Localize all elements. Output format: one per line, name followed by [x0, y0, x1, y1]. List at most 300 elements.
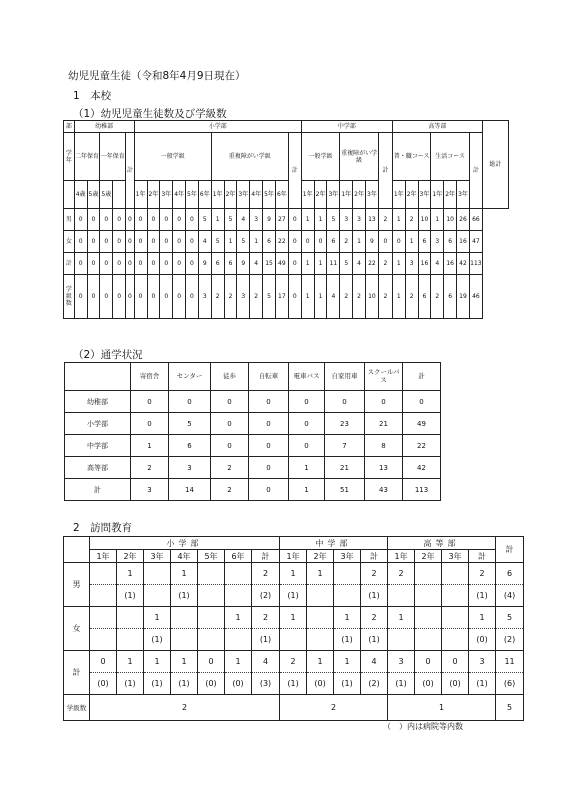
- table-cell: 1: [280, 563, 307, 585]
- table-cell: 0: [147, 275, 160, 319]
- table-cell: 0: [147, 253, 160, 275]
- row-label: 計: [65, 479, 131, 501]
- table-cell: 2: [211, 275, 224, 319]
- table-cell: (1): [388, 673, 415, 695]
- table-cell: 1: [225, 607, 252, 629]
- table-cell: 2: [211, 479, 249, 501]
- table-cell: 1: [353, 231, 366, 253]
- table-cell: [442, 585, 469, 607]
- table-cell: (1): [171, 585, 198, 607]
- table-cell: 0: [186, 275, 199, 319]
- table-cell: 21: [325, 457, 365, 479]
- table-cell: 2: [388, 563, 415, 585]
- kou-header: 高等部: [392, 121, 482, 133]
- table-cell: 47: [469, 231, 482, 253]
- table-cell: 5: [327, 209, 340, 231]
- shou-header: 小学部: [134, 121, 301, 133]
- row-label: 学級数: [64, 275, 75, 319]
- column-header: 自家用車: [325, 363, 365, 391]
- table-cell: 0: [173, 209, 186, 231]
- column-header: 計: [403, 363, 441, 391]
- table-cell: 0: [289, 413, 325, 435]
- column-header: 徒歩: [211, 363, 249, 391]
- table-cell: 1: [307, 563, 334, 585]
- table-cell: 1: [388, 695, 496, 721]
- table-cell: 3: [250, 209, 263, 231]
- year-header: 4年: [173, 181, 186, 209]
- table-cell: 1: [301, 209, 314, 231]
- table-cell: (1): [334, 673, 361, 695]
- table-cell: [307, 607, 334, 629]
- table-cell: 5: [211, 231, 224, 253]
- table-cell: (6): [496, 673, 524, 695]
- table-cell: 22: [366, 253, 379, 275]
- table-cell: [415, 585, 442, 607]
- gakunen-header: 学年: [64, 133, 75, 181]
- year-header: 3年: [418, 181, 431, 209]
- table-cell: 0: [289, 435, 325, 457]
- table-cell: 42: [457, 253, 470, 275]
- table-cell: 0: [126, 253, 135, 275]
- year-header: 4年: [171, 550, 198, 563]
- table-cell: 1: [289, 457, 325, 479]
- table-cell: [225, 629, 252, 651]
- table-cell: [442, 607, 469, 629]
- table-cell: 2: [250, 275, 263, 319]
- table-cell: [442, 629, 469, 651]
- table-row: [64, 607, 524, 629]
- table-cell: 1: [301, 275, 314, 319]
- table-cell: 0: [186, 209, 199, 231]
- table-cell: 5: [496, 695, 524, 721]
- table-cell: (1): [469, 673, 496, 695]
- table-cell: 0: [211, 435, 249, 457]
- row-label: 学級数: [64, 695, 90, 721]
- subsection-2-heading: （2）通学状況: [73, 349, 143, 361]
- one-year-header: 一年保育: [100, 133, 126, 181]
- year-header: 5年: [186, 181, 199, 209]
- table-cell: 113: [469, 253, 482, 275]
- table-cell: 0: [249, 413, 289, 435]
- table-row: [65, 479, 441, 501]
- table-cell: 46: [469, 275, 482, 319]
- table-cell: 2: [361, 607, 388, 629]
- table-cell: (0): [442, 673, 469, 695]
- table-cell: (2): [496, 629, 524, 651]
- table-cell: 0: [134, 253, 147, 275]
- youchi-total-header: 計: [126, 133, 135, 209]
- table-cell: 0: [90, 651, 117, 673]
- chuu-header: 中学部: [301, 121, 392, 133]
- table-cell: 1: [117, 563, 144, 585]
- table-cell: 1: [144, 607, 171, 629]
- table-row: [64, 629, 524, 651]
- table-cell: 1: [117, 651, 144, 673]
- year-header: 3年: [327, 181, 340, 209]
- table-cell: 1: [392, 253, 405, 275]
- table-cell: 0: [442, 651, 469, 673]
- table-cell: 0: [365, 391, 403, 413]
- table-cell: 4: [431, 253, 444, 275]
- year-header: 1年: [392, 181, 405, 209]
- table-cell: 1: [131, 435, 169, 457]
- table-row: [64, 253, 509, 275]
- section-2-heading: 2 訪問教育: [73, 522, 133, 534]
- table-cell: 10: [366, 275, 379, 319]
- table-cell: 1: [392, 209, 405, 231]
- table-cell: 4: [353, 253, 366, 275]
- table-cell: 2: [469, 563, 496, 585]
- table-cell: 1: [171, 563, 198, 585]
- year-header: 3年: [334, 550, 361, 563]
- table-cell: 4: [252, 651, 280, 673]
- table-cell: 6: [327, 231, 340, 253]
- table-cell: 11: [496, 651, 524, 673]
- table-cell: 4: [237, 209, 250, 231]
- table-cell: 23: [325, 413, 365, 435]
- table-cell: 2: [252, 607, 280, 629]
- table-cell: 0: [173, 253, 186, 275]
- table-cell: 2: [405, 209, 418, 231]
- table-cell: 0: [74, 275, 87, 319]
- table-cell: 0: [100, 275, 113, 319]
- shou-total-header: 計: [288, 133, 301, 209]
- table-cell: 0: [126, 231, 135, 253]
- table-cell: 5: [496, 607, 524, 629]
- table-cell: (1): [361, 585, 388, 607]
- table-cell: 2: [224, 275, 237, 319]
- table-row: [64, 275, 509, 319]
- table-cell: 27: [275, 209, 288, 231]
- table-cell: 6: [496, 563, 524, 585]
- year-header: 2年: [117, 550, 144, 563]
- table-cell: [388, 585, 415, 607]
- table-cell: 0: [186, 231, 199, 253]
- year-header: 計: [252, 550, 280, 563]
- table-cell: 0: [249, 457, 289, 479]
- table-cell: 0: [113, 231, 126, 253]
- v-chuu-header: 中学部: [280, 537, 388, 550]
- table-cell: 0: [186, 253, 199, 275]
- column-header: スクールバス: [365, 363, 403, 391]
- table-cell: 6: [418, 231, 431, 253]
- row-label: 計: [64, 651, 90, 695]
- table-cell: (1): [334, 629, 361, 651]
- table-cell: 2: [131, 457, 169, 479]
- table-cell: 43: [365, 479, 403, 501]
- table-cell: 2: [353, 275, 366, 319]
- column-header: 電車バス: [289, 363, 325, 391]
- year-header: 計: [361, 550, 388, 563]
- table-cell: [90, 607, 117, 629]
- table-cell: 2: [211, 457, 249, 479]
- table-row: [65, 413, 441, 435]
- row-label: 幼稚部: [65, 391, 131, 413]
- table-cell: 0: [87, 275, 100, 319]
- year-header: 3年: [442, 550, 469, 563]
- commute-table: [64, 362, 441, 501]
- year-header: 3年: [457, 181, 470, 209]
- year-header: 2年: [353, 181, 366, 209]
- table-cell: 2: [361, 563, 388, 585]
- table-cell: 0: [87, 231, 100, 253]
- table-cell: 0: [249, 391, 289, 413]
- row-label: 計: [64, 253, 75, 275]
- table-cell: 1: [225, 651, 252, 673]
- row-label: 小学部: [65, 413, 131, 435]
- enrollment-table: [63, 120, 509, 319]
- table-cell: (0): [307, 673, 334, 695]
- table-cell: 5: [263, 275, 276, 319]
- table-cell: 9: [263, 209, 276, 231]
- year-header: 1年: [211, 181, 224, 209]
- table-cell: 0: [87, 209, 100, 231]
- c-chofuku-header: 重複障がい学級: [340, 133, 379, 181]
- bu-header: 部: [64, 121, 75, 133]
- table-cell: 1: [388, 607, 415, 629]
- table-cell: [415, 563, 442, 585]
- footnote: （ ）内は病院等内数: [383, 722, 463, 731]
- table-cell: [334, 585, 361, 607]
- table-cell: 0: [100, 253, 113, 275]
- table-cell: [171, 629, 198, 651]
- age-4-header: 4歳: [74, 181, 87, 209]
- table-cell: 26: [457, 209, 470, 231]
- year-header: 6年: [198, 181, 211, 209]
- year-header: 6年: [225, 550, 252, 563]
- table-cell: 17: [275, 275, 288, 319]
- table-cell: 19: [457, 275, 470, 319]
- table-cell: 1: [314, 253, 327, 275]
- table-cell: 3: [237, 275, 250, 319]
- table-cell: 1: [301, 253, 314, 275]
- section-1-heading: 1 本校: [73, 90, 112, 102]
- table-cell: [442, 563, 469, 585]
- table-cell: [117, 607, 144, 629]
- table-cell: [198, 629, 225, 651]
- year-header: 2年: [224, 181, 237, 209]
- table-cell: 0: [415, 651, 442, 673]
- table-cell: 0: [100, 231, 113, 253]
- table-cell: 3: [405, 253, 418, 275]
- table-cell: 0: [160, 209, 173, 231]
- table-cell: 0: [211, 413, 249, 435]
- column-header: 寄宿舎: [131, 363, 169, 391]
- table-cell: 0: [288, 275, 301, 319]
- year-header: 2年: [405, 181, 418, 209]
- year-header: 1年: [431, 181, 444, 209]
- table-cell: [144, 563, 171, 585]
- table-cell: 1: [280, 607, 307, 629]
- table-cell: 2: [90, 695, 280, 721]
- table-cell: [415, 629, 442, 651]
- year-header: 1年: [301, 181, 314, 209]
- table-cell: 4: [327, 275, 340, 319]
- year-header: 1年: [388, 550, 415, 563]
- table-cell: 0: [392, 231, 405, 253]
- table-cell: 0: [134, 231, 147, 253]
- table-cell: 2: [378, 253, 392, 275]
- table-cell: (1): [280, 585, 307, 607]
- table-cell: [388, 629, 415, 651]
- row-label: 男: [64, 209, 75, 231]
- table-cell: 6: [444, 231, 457, 253]
- v-kou-header: 高等部: [388, 537, 496, 550]
- table-cell: 14: [169, 479, 211, 501]
- table-cell: 2: [378, 275, 392, 319]
- table-cell: 1: [314, 209, 327, 231]
- table-cell: 1: [314, 275, 327, 319]
- table-cell: 51: [325, 479, 365, 501]
- column-header: 自転車: [249, 363, 289, 391]
- table-cell: 0: [288, 209, 301, 231]
- table-cell: [225, 563, 252, 585]
- table-row: [64, 651, 524, 673]
- table-cell: 0: [173, 231, 186, 253]
- year-header: 1年: [340, 181, 353, 209]
- year-header: 4年: [250, 181, 263, 209]
- table-cell: 5: [237, 231, 250, 253]
- table-row: [64, 563, 524, 585]
- table-cell: 0: [211, 391, 249, 413]
- table-cell: 1: [211, 209, 224, 231]
- table-cell: 0: [378, 231, 392, 253]
- v-shou-header: 小学部: [90, 537, 280, 550]
- table-cell: 0: [288, 253, 301, 275]
- chuu-total-header: 計: [378, 133, 392, 209]
- table-cell: 2: [252, 563, 280, 585]
- table-cell: 0: [314, 231, 327, 253]
- seikatsu-header: 生活コース: [431, 133, 470, 181]
- table-cell: 6: [169, 435, 211, 457]
- table-cell: (0): [415, 673, 442, 695]
- table-cell: 5: [169, 413, 211, 435]
- table-cell: 9: [237, 253, 250, 275]
- column-header: センター: [169, 363, 211, 391]
- table-cell: [90, 585, 117, 607]
- table-cell: [144, 585, 171, 607]
- table-cell: 49: [403, 413, 441, 435]
- table-cell: (1): [144, 673, 171, 695]
- table-cell: 113: [403, 479, 441, 501]
- table-cell: (1): [469, 585, 496, 607]
- table-cell: (0): [469, 629, 496, 651]
- table-cell: 3: [353, 209, 366, 231]
- table-cell: 0: [126, 209, 135, 231]
- table-cell: 1: [392, 275, 405, 319]
- c-ippan-header: 一般学級: [301, 133, 340, 181]
- table-cell: 6: [263, 231, 276, 253]
- table-cell: 0: [160, 231, 173, 253]
- table-row: [64, 585, 524, 607]
- table-cell: [117, 629, 144, 651]
- table-cell: 2: [405, 275, 418, 319]
- table-cell: 10: [444, 209, 457, 231]
- table-cell: 2: [431, 275, 444, 319]
- table-cell: 9: [366, 231, 379, 253]
- table-cell: [225, 585, 252, 607]
- table-cell: [171, 607, 198, 629]
- table-cell: 6: [418, 275, 431, 319]
- table-cell: 11: [327, 253, 340, 275]
- table-cell: 0: [289, 391, 325, 413]
- table-cell: 22: [275, 231, 288, 253]
- row-label: 男: [64, 563, 90, 607]
- table-cell: 3: [198, 275, 211, 319]
- table-cell: (2): [252, 585, 280, 607]
- table-cell: (1): [280, 673, 307, 695]
- table-cell: [415, 607, 442, 629]
- table-cell: (0): [90, 673, 117, 695]
- table-cell: 0: [74, 209, 87, 231]
- table-cell: 1: [405, 231, 418, 253]
- year-header: 5年: [263, 181, 276, 209]
- chofuku-header: 重複障がい学級: [211, 133, 288, 181]
- table-cell: (3): [252, 673, 280, 695]
- table-cell: 1: [334, 607, 361, 629]
- table-row: [65, 391, 441, 413]
- table-cell: 1: [334, 651, 361, 673]
- row-label: 女: [64, 607, 90, 651]
- year-header: 計: [469, 550, 496, 563]
- table-cell: 0: [126, 275, 135, 319]
- table-cell: 16: [418, 253, 431, 275]
- table-cell: 5: [198, 209, 211, 231]
- row-label: 高等部: [65, 457, 131, 479]
- table-cell: 9: [198, 253, 211, 275]
- table-cell: 4: [250, 253, 263, 275]
- table-cell: (4): [496, 585, 524, 607]
- table-cell: 0: [113, 253, 126, 275]
- table-cell: 3: [131, 479, 169, 501]
- table-cell: 1: [171, 651, 198, 673]
- year-header: 5年: [198, 550, 225, 563]
- home-visit-table: [63, 536, 524, 721]
- year-header: 6年: [275, 181, 288, 209]
- year-header: 1年: [280, 550, 307, 563]
- table-cell: 5: [224, 209, 237, 231]
- table-cell: [307, 629, 334, 651]
- table-cell: 0: [74, 231, 87, 253]
- youchi-header: 幼稚部: [74, 121, 134, 133]
- table-cell: 7: [325, 435, 365, 457]
- table-row: [65, 435, 441, 457]
- kou-total-header: 計: [469, 133, 482, 209]
- table-cell: 3: [388, 651, 415, 673]
- table-cell: 49: [275, 253, 288, 275]
- year-header: 2年: [314, 181, 327, 209]
- row-label: 女: [64, 231, 75, 253]
- year-header: 2年: [307, 550, 334, 563]
- table-cell: 0: [131, 413, 169, 435]
- year-header: 3年: [144, 550, 171, 563]
- table-cell: [90, 629, 117, 651]
- table-cell: 6: [211, 253, 224, 275]
- table-cell: 0: [100, 209, 113, 231]
- table-cell: 0: [131, 391, 169, 413]
- table-cell: [198, 607, 225, 629]
- table-cell: 0: [113, 275, 126, 319]
- table-cell: (1): [361, 629, 388, 651]
- table-cell: 0: [198, 651, 225, 673]
- table-cell: (2): [361, 673, 388, 695]
- table-cell: 0: [173, 275, 186, 319]
- table-row: [65, 457, 441, 479]
- table-cell: 4: [198, 231, 211, 253]
- table-cell: 0: [134, 209, 147, 231]
- table-cell: 22: [403, 435, 441, 457]
- table-cell: 0: [147, 209, 160, 231]
